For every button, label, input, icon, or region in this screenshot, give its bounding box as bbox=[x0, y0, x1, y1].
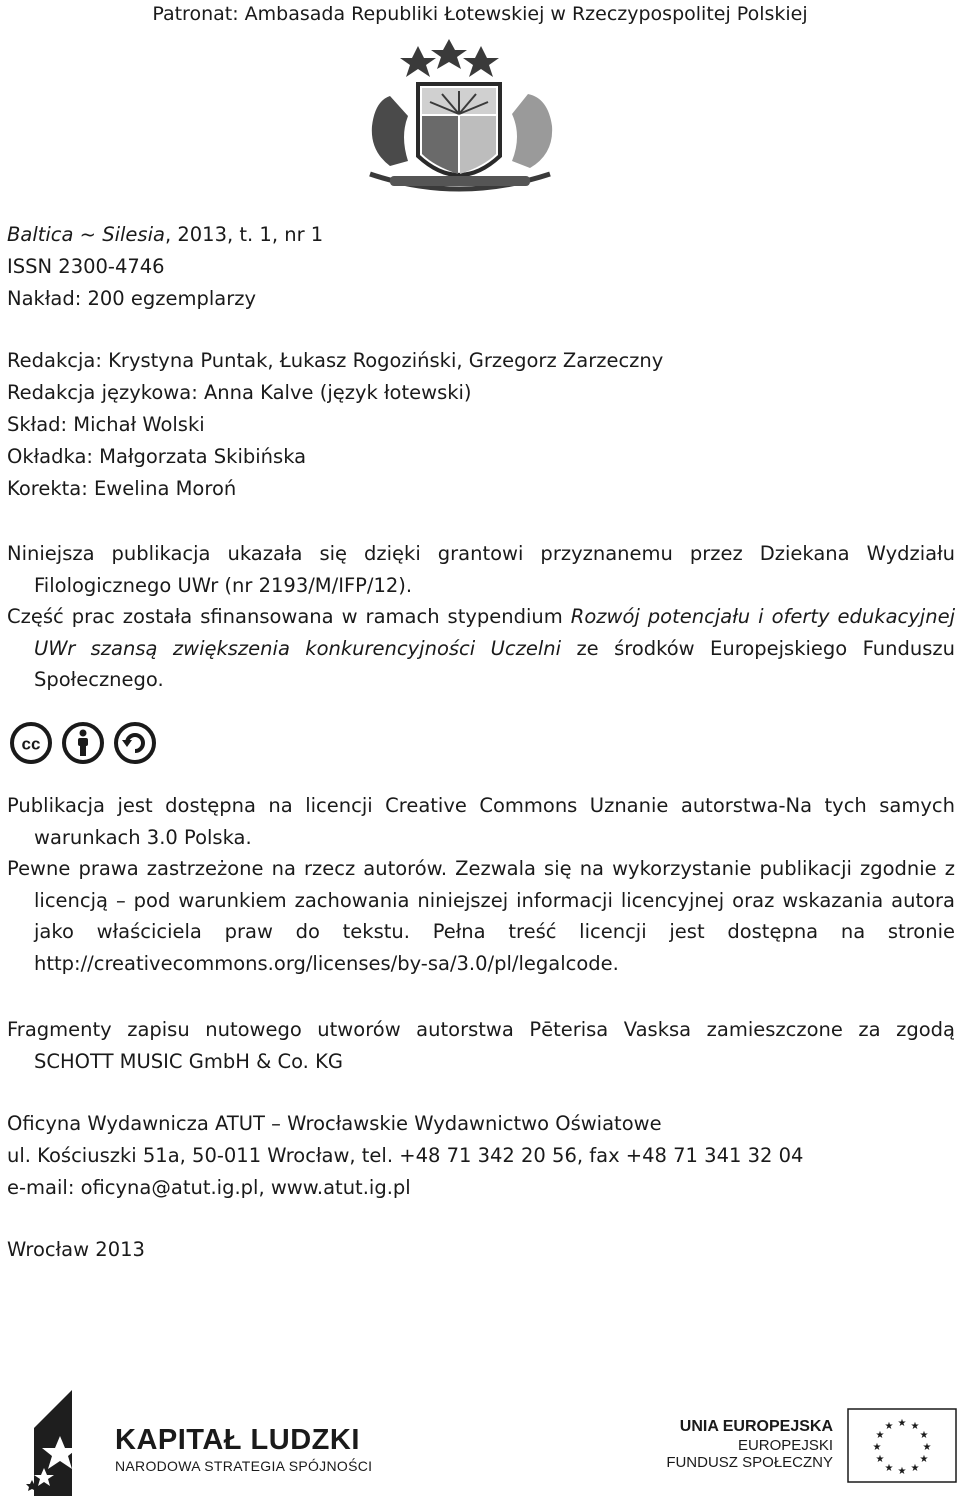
music-permission-paragraph: Fragmenty zapisu nutowego utworów autorstwa Pēterisa Vasksa zamieszczone za zgodą SCHOTT MUSIC GmbH & Co. KG bbox=[7, 1018, 955, 1073]
svg-text:★: ★ bbox=[897, 1418, 907, 1429]
credit-typesetting: Skład: Michał Wolski bbox=[7, 413, 205, 436]
svg-text:★: ★ bbox=[875, 1454, 885, 1465]
svg-text:★: ★ bbox=[910, 1421, 920, 1432]
journal-title: Baltica ~ Silesia bbox=[7, 223, 165, 246]
eu-line-1: UNIA EUROPEJSKA bbox=[679, 1418, 833, 1435]
latvian-coat-of-arms bbox=[330, 36, 630, 211]
credit-cover: Okładka: Małgorzata Skibińska bbox=[7, 445, 307, 468]
scholarship-project-title: Rozwój potencjału i oferty edukacyjnej UWr szansą zwiększenia konkurencyjności Uczelni bbox=[34, 605, 955, 660]
patronage-line: Patronat: Ambasada Republiki Łotewskiej w Rzeczypospolitej Polskiej bbox=[152, 3, 808, 25]
scholarship-paragraph bbox=[7, 601, 955, 696]
svg-text:★: ★ bbox=[875, 1430, 885, 1441]
eu-line-3: FUNDUSZ SPOŁECZNY bbox=[666, 1454, 833, 1471]
attribution-icon bbox=[64, 724, 102, 762]
credit-language-editor: Redakcja językowa: Anna Kalve (język łotewski) bbox=[7, 381, 472, 404]
credit-proofreading: Korekta: Ewelina Moroń bbox=[7, 477, 237, 500]
creative-commons-icons bbox=[8, 719, 158, 767]
eu-flag-icon bbox=[847, 1408, 957, 1483]
svg-text:★: ★ bbox=[872, 1442, 882, 1453]
svg-text:★: ★ bbox=[884, 1421, 894, 1432]
publisher-address: ul. Kościuszki 51a, 50-011 Wrocław, tel. +48 71 342 20 56, fax +48 71 341 32 04 bbox=[7, 1144, 804, 1167]
svg-text:★: ★ bbox=[919, 1454, 929, 1465]
svg-text:★: ★ bbox=[884, 1463, 894, 1474]
license-paragraph: Publikacja jest dostępna na licencji Creative Commons Uznanie autorstwa-Na tych samych warunkach 3.0 Polska. bbox=[7, 794, 955, 849]
svg-text:cc: cc bbox=[21, 734, 41, 754]
svg-text:★: ★ bbox=[910, 1463, 920, 1474]
kapital-ludzki-star-logo bbox=[24, 1388, 114, 1498]
kapital-ludzki-title: KAPITAŁ LUDZKI bbox=[115, 1424, 360, 1456]
license-block bbox=[7, 790, 955, 979]
cc-icon bbox=[12, 724, 50, 762]
music-permission-block bbox=[7, 1014, 955, 1077]
journal-line bbox=[7, 223, 323, 247]
journal-details: , 2013, t. 1, nr 1 bbox=[164, 223, 324, 246]
funding-block bbox=[7, 538, 955, 696]
print-run: Nakład: 200 egzemplarzy bbox=[7, 287, 257, 310]
share-alike-icon bbox=[116, 724, 154, 762]
place-year: Wrocław 2013 bbox=[7, 1238, 145, 1261]
kapital-ludzki-subtitle: NARODOWA STRATEGIA SPÓJNOŚCI bbox=[115, 1458, 373, 1474]
svg-text:★: ★ bbox=[897, 1466, 907, 1477]
rights-paragraph: Pewne prawa zastrzeżone na rzecz autorów. Zezwala się na wykorzystanie publikacji zgodnie z licencją – pod warunkiem zachowania niniejszej informacji licencyjnej oraz wskazania autora jako właściciela praw do tekstu. Pełna treść licencji jest dostępna na stronie http://creativecommons.org/licenses/by-sa/3.0/pl/legalcode. bbox=[7, 857, 955, 975]
svg-text:★: ★ bbox=[922, 1442, 932, 1453]
credit-editors: Redakcja: Krystyna Puntak, Łukasz Rogoziński, Grzegorz Zarzeczny bbox=[7, 349, 664, 372]
scholarship-text-b: ze środków Europejskiego Funduszu Społecznego. bbox=[34, 636, 955, 691]
eu-line-2: EUROPEJSKI bbox=[737, 1437, 833, 1454]
svg-text:★: ★ bbox=[919, 1430, 929, 1441]
issn: ISSN 2300-4746 bbox=[7, 255, 165, 278]
publisher-name: Oficyna Wydawnicza ATUT – Wrocławskie Wydawnictwo Oświatowe bbox=[7, 1112, 662, 1135]
grant-paragraph: Niniejsza publikacja ukazała się dzięki grantowi przyznanemu przez Dziekana Wydziału Filologicznego UWr (nr 2193/M/IFP/12). bbox=[7, 542, 955, 597]
scholarship-text-a: Część prac została sfinansowana w ramach stypendium bbox=[7, 605, 571, 628]
publisher-contact: e-mail: oficyna@atut.ig.pl, www.atut.ig.pl bbox=[7, 1176, 411, 1199]
